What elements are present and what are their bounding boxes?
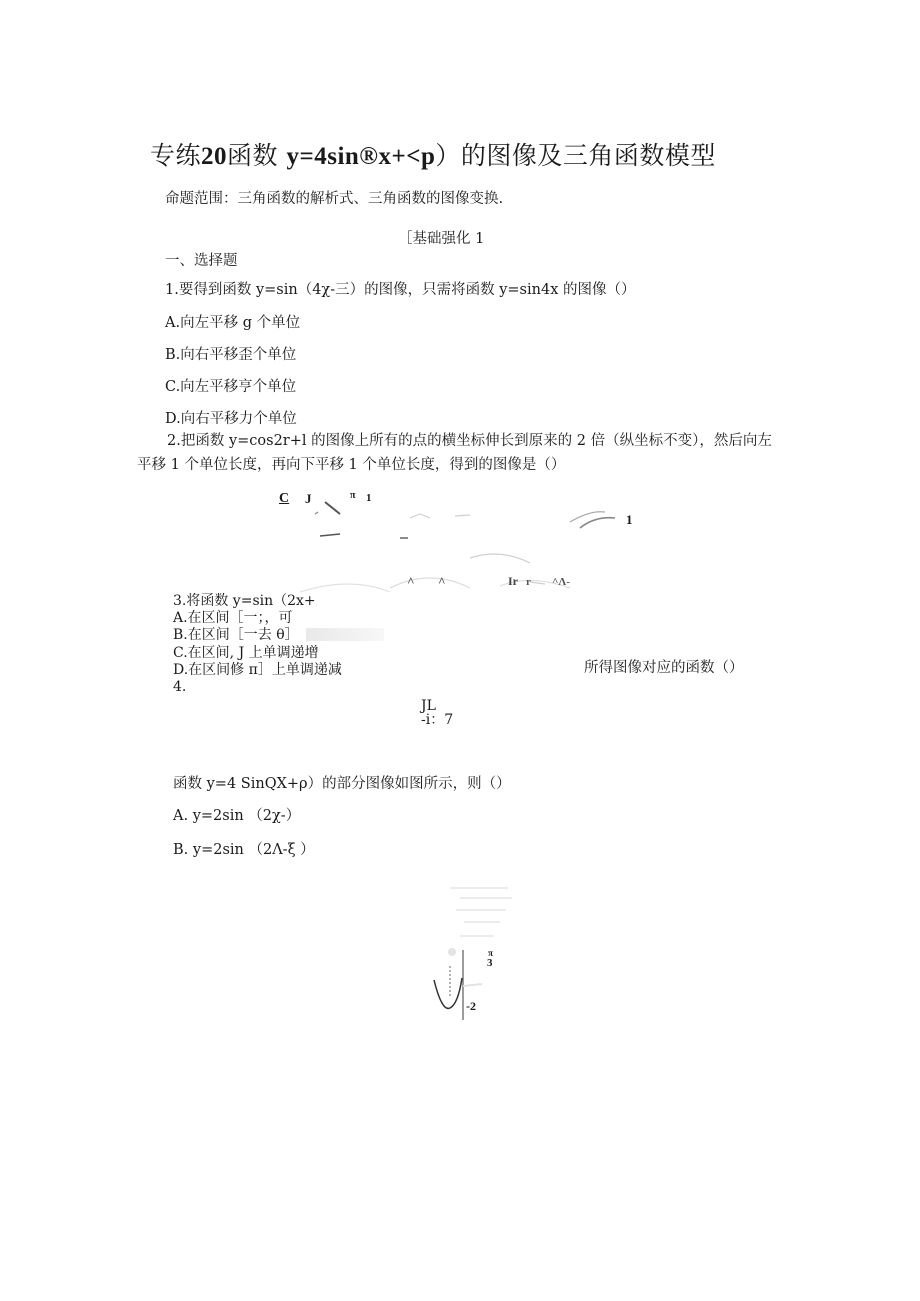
question-4-stem: 函数 y=4 SinQX+ρ）的部分图像如图所示，则（） xyxy=(173,776,511,792)
graph-label-pi: π xyxy=(350,490,356,501)
question-4-option-a: A. y=2sin （2χ-） xyxy=(173,808,301,824)
question-3-option-c: C.在区间, J 上单调递增 xyxy=(173,645,319,661)
graph-4-label-pi: π xyxy=(488,948,493,958)
graph-label-c: C xyxy=(279,491,290,506)
question-3-tail: 所得图像对应的函数（） xyxy=(584,660,744,676)
question-3-option-d: D.在区间修 π］上单调递减 xyxy=(173,662,342,678)
graph-options-svg xyxy=(270,488,650,608)
graph-label-one-a: 1 xyxy=(366,492,372,504)
graph-label-r: r xyxy=(526,576,531,588)
question-1-stem: 1.要得到函数 y=sin（4χ-三）的图像，只需将函数 y=sin4x 的图像（） xyxy=(165,282,636,298)
section-heading: ［基础强化 1 xyxy=(398,231,485,247)
question-3-stem: 3.将函数 y=sin（2x+ xyxy=(173,593,316,609)
faded-text-patch xyxy=(306,628,384,641)
question-3-option-b: B.在区间［一去 θ］ xyxy=(173,627,299,643)
graph-label-one-b: 1 xyxy=(626,512,633,527)
question-2-line-2: 平移 1 个单位长度，再向下平移 1 个单位长度，得到的图像是（） xyxy=(137,457,566,473)
question-4-number: 4. xyxy=(173,679,187,695)
question-1-option-a: A.向左平移 g 个单位 xyxy=(165,315,301,331)
question-4-fragment-1: JL xyxy=(421,698,436,714)
question-2-figure xyxy=(270,488,650,608)
question-1-option-d: D.向右平移力个单位 xyxy=(165,411,297,427)
question-1-option-c: C.向左平移亨个单位 xyxy=(165,379,297,395)
graph-label-j: J xyxy=(305,491,312,506)
scope-text: 命题范围：三角函数的解析式、三角函数的图像变换. xyxy=(165,191,504,207)
graph-4-label-minus-two: -2 xyxy=(466,999,476,1013)
question-4-figure xyxy=(420,880,530,1030)
graph-label-ir: Ir xyxy=(508,574,518,588)
graph-label-caret-a: ^ xyxy=(407,574,415,589)
question-1-option-b: B.向右平移歪个单位 xyxy=(165,347,297,363)
question-3-option-a: A.在区间［一；，可 xyxy=(173,610,293,626)
graph-label-lambda: ^Λ- xyxy=(552,576,570,588)
page-title: 专练20函数 y=4sin®x+<p）的图像及三角函数模型 xyxy=(150,141,716,170)
graph-4-label-three: 3 xyxy=(487,957,493,969)
question-2-line-1: 2.把函数 y=cos2r+l 的图像上所有的点的横坐标伸长到原来的 2 倍（纵坐标不变），然后向左 xyxy=(167,433,772,449)
graph-label-caret-b: ^ xyxy=(438,574,446,589)
part-heading: 一、选择题 xyxy=(165,253,238,269)
question-4-fragment-2: -i：7 xyxy=(421,712,454,728)
question-4-option-b: B. y=2sin （2Λ-ξ ） xyxy=(173,842,315,858)
